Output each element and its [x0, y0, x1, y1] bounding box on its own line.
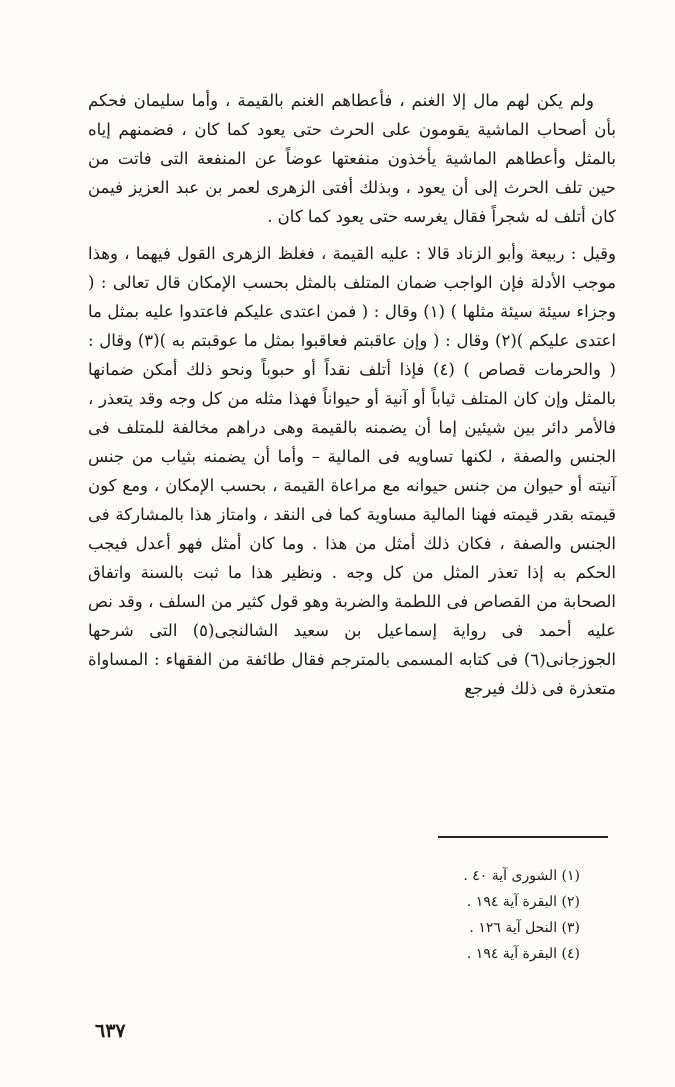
footnote-divider [438, 836, 608, 838]
paragraph-2: وقيل : ربيعة وأبو الزناد قالا : عليه القيمة ، فغلظ الزهرى القول فيهما ، وهذا موجب الأدلة فإن الواجب ضمان المتلف بالمثل بحسب الإمكان قال تعالى : ( وجزاء سيئة سيئة مثلها ) (١) وقال : ( فمن اعتدى عليكم فاعتدوا عليه بمثل ما اعتدى عليكم )(٢) وقال : ( وإن عاقبتم فعاقبوا بمثل ما عوقبتم به )(٣) وقال : ( والحرمات قصاص ) (٤) فإذا أتلف نقداً أو حبوباً ونحو ذلك أمكن ضمانها بالمثل وإن كان المتلف ثياباً أو آنية أو حيواناً فهذا مثله من كل وجه وقد يتعذر ، فالأمر دائر بين شيئين إما أن يضمنه بالقيمة وهى دراهم مخالفة للمتلف فى الجنس والصفة ، لكنها تساويه فى المالية – وأما أن يضمنه بثياب من جنس آنيته أو حيوان من جنس حيوانه مع مراعاة القيمة ، بحسب الإمكان ، ومع كون قيمته بقدر قيمته فهنا المالية مساوية كما فى النقد ، وامتاز هذا بالمشاركة فى الجنس والصفة ، فكان ذلك أمثل من هذا . وما كان أمثل فهو أعدل فيجب الحكم به إذا تعذر المثل من كل وجه . ونظير هذا ما ثبت بالسنة واتفاق الصحابة من القصاص فى اللطمة والضربة وهو قول كثير من السلف ، وقد نص عليه أحمد فى رواية إسماعيل بن سعيد الشالنجى(٥) التى شرحها الجوزجانى(٦) فى كتابه المسمى بالمترجم فقال طائفة من الفقهاء : المساواة متعذرة فى ذلك فيرجع [88, 244, 616, 698]
footnote-3: (٣) النحل آية ١٢٦ . [469, 920, 580, 936]
paragraph-1: ولم يكن لهم مال إلا الغنم ، فأعطاهم الغنم بالقيمة ، وأما سليمان فحكم بأن أصحاب الماشية يقومون على الحرث حتى يعود كما كان ، فضمنهم إياه بالمثل وأعطاهم الماشية يأخذون منفعتها عوضاً عن المنفعة التى فاتت من حين تلف الحرث إلى أن يعود ، وبذلك أفتى الزهرى لعمر بن عبد العزيز فيمن كان أتلف له شجراً فقال يغرسه حتى يعود كما كان . [88, 91, 616, 226]
page-number: ٦٣٧ [95, 1020, 126, 1042]
footnote-4: (٤) البقرة آية ١٩٤ . [466, 946, 580, 962]
main-text [88, 86, 616, 703]
footnote-2: (٢) البقرة آية ١٩٤ . [466, 894, 580, 910]
footnote-1: (١) الشورى آية ٤٠ . [463, 868, 580, 884]
footnotes [380, 863, 580, 967]
